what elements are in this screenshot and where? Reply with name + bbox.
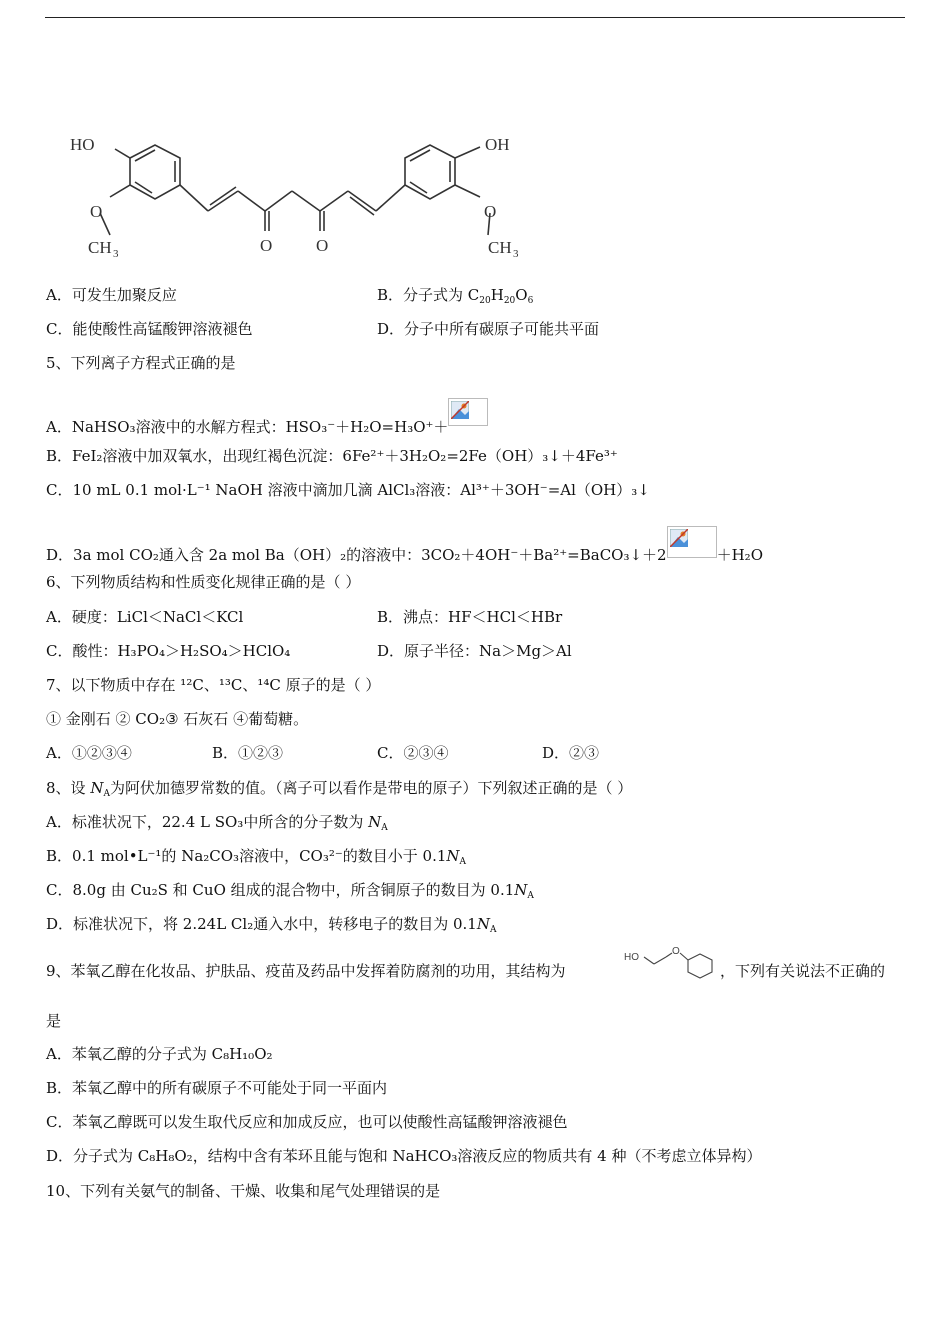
struct-o-label: O <box>672 946 680 957</box>
q4-option-d: D．分子中所有碳原子可能共平面 <box>377 320 600 338</box>
q6-stem: 6、下列物质结构和性质变化规律正确的是（ ） <box>46 573 361 591</box>
molecule-structure <box>60 125 540 265</box>
ho-right-label: OH <box>485 135 510 154</box>
q6-option-b: B．沸点：HF＜HCl＜HBr <box>377 608 563 626</box>
q5-option-d: D．3a mol CO₂通入含 2a mol Ba（OH）₂的溶液中：3CO₂＋4OH⁻＋Ba²⁺=BaCO₃↓＋2 ＋H₂O <box>46 526 763 565</box>
q9-stem-wrap: 是 <box>46 1012 62 1030</box>
q7-option-c: C．②③④ <box>377 744 449 762</box>
q9-option-b: B．苯氧乙醇中的所有碳原子不可能处于同一平面内 <box>46 1079 388 1097</box>
header-rule <box>45 17 905 18</box>
q5-option-a: A．NaHSO₃溶液中的水解方程式：HSO₃⁻＋H₂O=H₃O⁺＋ <box>46 398 488 437</box>
q4-option-a: A．可发生加聚反应 <box>46 286 177 304</box>
q9-stem-end: ，下列有关说法不正确的 <box>720 962 886 980</box>
q6-option-c: C．酸性：H₃PO₄＞H₂SO₄＞HClO₄ <box>46 642 291 660</box>
broken-image-icon <box>448 398 488 426</box>
q7-option-d: D．②③ <box>542 744 600 762</box>
q9-option-d: D．分子式为 C₈H₈O₂，结构中含有苯环且能与饱和 NaHCO₃溶液反应的物质共有 4 种（不考虑立体异构） <box>46 1147 762 1165</box>
keto2-label: O <box>316 236 329 255</box>
q9-option-a: A．苯氧乙醇的分子式为 C₈H₁₀O₂ <box>46 1045 273 1063</box>
q8-option-a: A．标准状况下，22.4 L SO₃中所含的分子数为 $N_A$ <box>46 813 388 833</box>
q7-stem: 7、以下物质中存在 ¹²C、¹³C、¹⁴C 原子的是（ ） <box>46 676 381 694</box>
ch3-right-label: CH <box>488 238 512 257</box>
q10-stem: 10、下列有关氨气的制备、干燥、收集和尾气处理错误的是 <box>46 1182 441 1200</box>
q6-option-a: A．硬度：LiCl＜NaCl＜KCl <box>46 608 244 626</box>
keto1-label: O <box>260 236 273 255</box>
q8-option-d: D．标准状况下，将 2.24L Cl₂通入水中，转移电子的数目为 $0.1N_A$ <box>46 915 497 935</box>
o-right-label: O <box>484 202 497 221</box>
q5-stem: 5、下列离子方程式正确的是 <box>46 354 236 372</box>
ch3-left-sub: 3 <box>113 248 119 260</box>
o-left-label: O <box>90 202 103 221</box>
ch3-right-sub: 3 <box>513 248 519 260</box>
q6-option-d: D．原子半径：Na＞Mg＞Al <box>377 642 572 660</box>
q7-option-b: B．①②③ <box>212 744 284 762</box>
q9-option-c: C．苯氧乙醇既可以发生取代反应和加成反应，也可以使酸性高锰酸钾溶液褪色 <box>46 1113 568 1131</box>
q5-option-c: C．10 mL 0.1 mol·L⁻¹ NaOH 溶液中滴加几滴 AlCl₃溶液：Al³⁺＋3OH⁻=Al（OH）₃↓ <box>46 481 650 499</box>
ho-left-label: HO <box>70 135 95 154</box>
q9-stem: 9、苯氧乙醇在化妆品、护肤品、疫苗及药品中发挥着防腐剂的功用，其结构为 <box>46 962 566 980</box>
q8-option-b: B．0.1 mol•L⁻¹的 Na₂CO₃溶液中，CO₃²⁻的数目小于 $0.1N_A$ <box>46 847 467 867</box>
q8-option-c: C．8.0g 由 Cu₂S 和 CuO 组成的混合物中，所含铜原子的数目为 $0.1N_A$ <box>46 881 534 901</box>
q7-items: ① 金刚石 ② CO₂③ 石灰石 ④葡萄糖。 <box>46 710 309 728</box>
ch3-left-label: CH <box>88 238 112 257</box>
broken-image-icon <box>667 526 717 558</box>
q4-option-b: B．分子式为 $C_{20}H_{20}O_6$ <box>377 286 534 306</box>
q4-option-c: C．能使酸性高锰酸钾溶液褪色 <box>46 320 253 338</box>
q7-option-a: A．①②③④ <box>46 744 132 762</box>
struct-ho-label: HO <box>624 952 639 963</box>
q5-option-b: B．FeI₂溶液中加双氧水，出现红褐色沉淀：6Fe²⁺＋3H₂O₂=2Fe（OH）₃↓＋4Fe³⁺ <box>46 447 618 465</box>
q8-stem: 8、设 $N_A$为阿伏加德罗常数的值。（离子可以看作是带电的原子）下列叙述正确的是（ ） <box>46 779 633 799</box>
phenoxyethanol-structure <box>622 944 722 984</box>
